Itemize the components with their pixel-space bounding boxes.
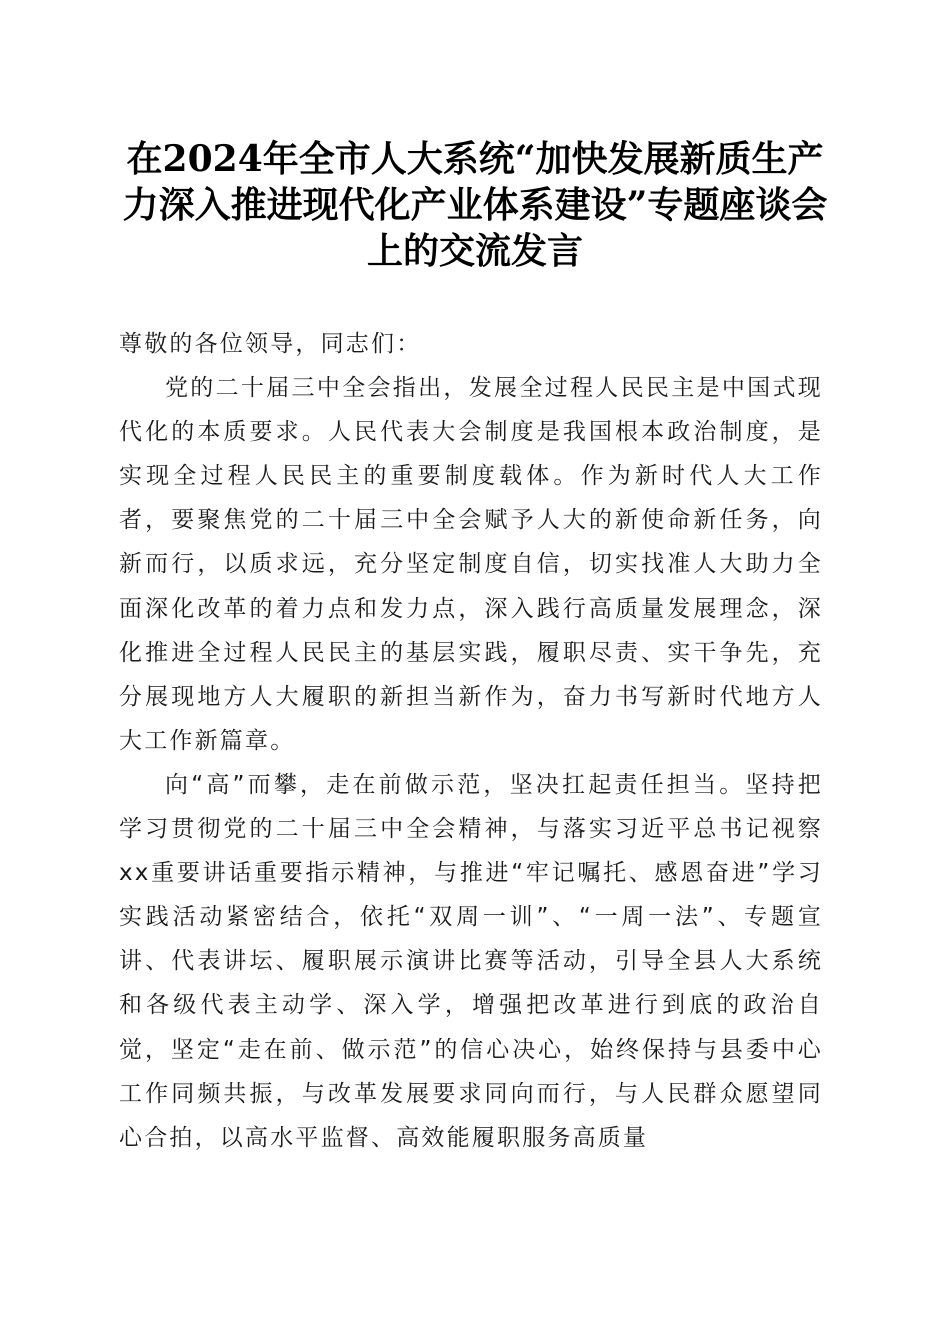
salutation: 尊敬的各位领导，同志们：: [119, 331, 422, 357]
paragraph-intro: 党的二十届三中全会指出，发展全过程人民民主是中国式现代化的本质要求。人民代表大会制度是我国根本政治制度，是实现全过程人民民主的重要制度载体。作为新时代人大工作者，要聚焦党的二十届三中全会赋予人大的新使命新任务，向新而行，以质求远，充分坚定制度自信，切实找准人大助力全面深化改革的着力点和发力点，深入践行高质量发展理念，深化推进全过程人民民主的基层实践，履职尽责、实干争先，充分展现地方人大履职的新担当新作为，奋力书写新时代地方人大工作新篇章。: [119, 375, 823, 754]
document-title: 在2024年全市人大系统“加快发展新质生产力深入推进现代化产业体系建设”专题座谈会上的交流发言: [122, 138, 828, 272]
paragraph-section-1: 向“高”而攀，走在前做示范，坚决扛起责任担当。坚持把学习贯彻党的二十届三中全会精神，与落实习近平总书记视察xx重要讲话重要指示精神，与推进“牢记嘱托、感恩奋进”学习实践活动紧密结合，依托“双周一训”、“一周一法”、专题宣讲、代表讲坛、履职展示演讲比赛等活动，引导全县人大系统和各级代表主动学、深入学，增强把改革进行到底的政治自觉，坚定“走在前、做示范”的信心决心，始终保持与县委中心工作同频共振，与改革发展要求同向而行，与人民群众愿望同心合拍，以高水平监督、高效能履职服务高质量: [119, 771, 823, 1151]
document-body: [119, 322, 823, 1160]
